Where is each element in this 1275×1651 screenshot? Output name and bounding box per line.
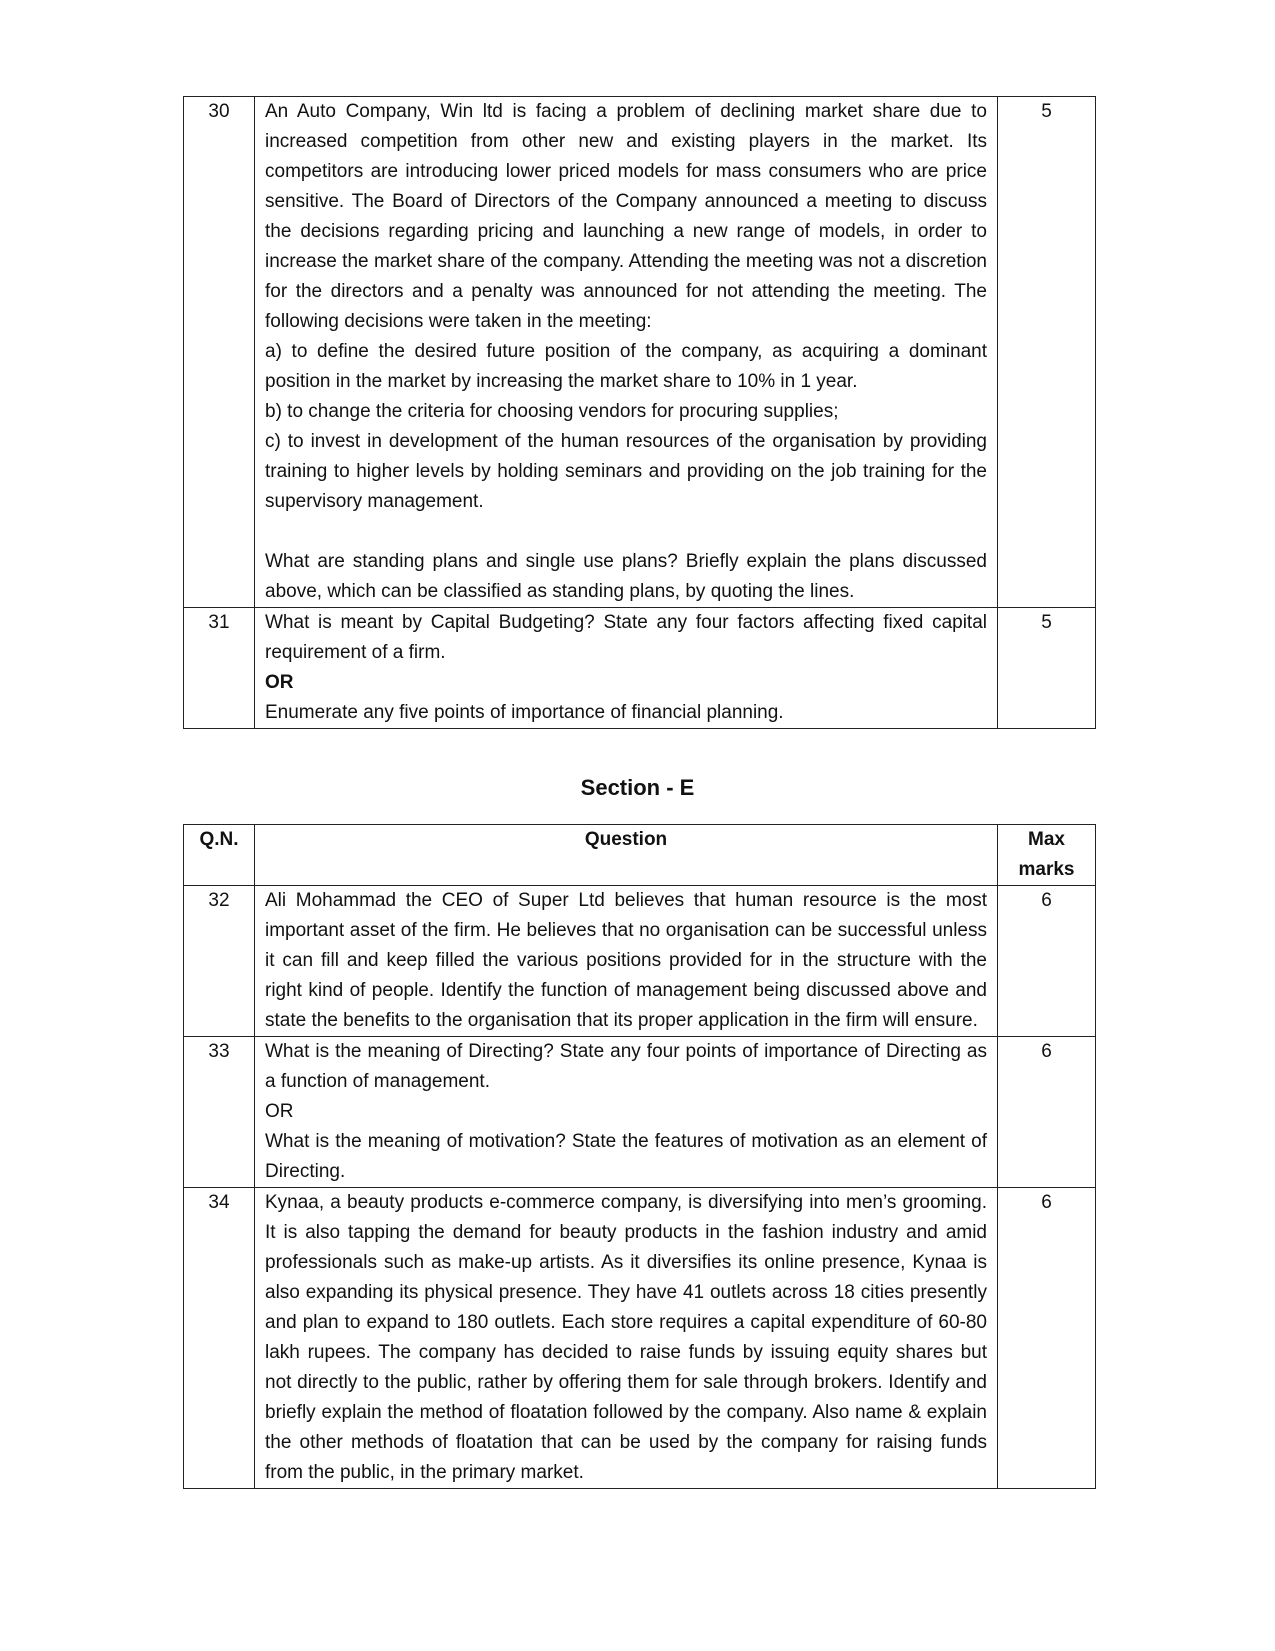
question-marks: 6 (998, 886, 1096, 1037)
header-qn: Q.N. (184, 825, 255, 886)
question-text (255, 97, 998, 608)
question-number: 31 (184, 608, 255, 729)
question-row-32 (184, 886, 1096, 1037)
question-number: 33 (184, 1037, 255, 1188)
question-row-33 (184, 1037, 1096, 1188)
section-title: Section - E (580, 775, 695, 800)
question-part-2: What is the meaning of motivation? State the features of motivation as an element of Directing. (265, 1131, 987, 1182)
question-number: 30 (184, 97, 255, 608)
header-question: Question (255, 825, 998, 886)
questions-table-section-e (183, 824, 1096, 1489)
question-part-2: Enumerate any five points of importance of financial planning. (265, 702, 784, 723)
question-part-1: What is the meaning of Directing? State any four points of importance of Directing as a function of management. (265, 1041, 987, 1092)
question-text: Ali Mohammad the CEO of Super Ltd believes that human resource is the most important asset of the firm. He believes that no organisation can be successful unless it can fill and keep filled the various positions provided for in the structure with the right kind of people. Identify the function of management being discussed above and state the benefits to the organisation that its proper application in the firm will ensure. (255, 886, 998, 1037)
question-marks: 6 (998, 1037, 1096, 1188)
spacer (265, 517, 987, 547)
decision-a: a) to define the desired future position of the company, as acquiring a dominant position in the market by increasing the market share to 10% in 1 year. (265, 341, 987, 392)
question-text: Kynaa, a beauty products e-commerce company, is diversifying into men’s grooming. It is also tapping the demand for beauty products in the fashion industry and amid professionals such as make-up artists. As it diversifies its online presence, Kynaa is also expanding its physical presence. They have 41 outlets across 18 cities presently and plan to expand to 180 outlets. Each store requires a capital expenditure of 60-80 lakh rupees. The company has decided to raise funds by issuing equity shares but not directly to the public, rather by offering them for sale through brokers. Identify and briefly explain the method of floatation followed by the company. Also name & explain the other methods of floatation that can be used by the company for raising funds from the public, in the primary market. (255, 1188, 998, 1489)
question-text (255, 608, 998, 729)
header-marks-line2: marks (1018, 859, 1075, 880)
question-marks: 5 (998, 608, 1096, 729)
question-part-1: What is meant by Capital Budgeting? State any four factors affecting fixed capital requirement of a firm. (265, 612, 987, 663)
questions-table-section-d (183, 96, 1096, 729)
question-number: 34 (184, 1188, 255, 1489)
question-row-31 (184, 608, 1096, 729)
question-text (255, 1037, 998, 1188)
or-separator: OR (265, 672, 294, 693)
header-max-marks (998, 825, 1096, 886)
table-header-row (184, 825, 1096, 886)
question-number: 32 (184, 886, 255, 1037)
header-marks-line1: Max (1028, 829, 1065, 850)
decision-b: b) to change the criteria for choosing vendors for procuring supplies; (265, 401, 839, 422)
question-marks: 5 (998, 97, 1096, 608)
or-separator: OR (265, 1101, 294, 1122)
question-intro: An Auto Company, Win ltd is facing a problem of declining market share due to increased competition from other new and existing players in the market. Its competitors are introducing lower priced models for mass consumers who are price sensitive. The Board of Directors of the Company announced a meeting to discuss the decisions regarding pricing and launching a new range of models, in order to increase the market share of the company. Attending the meeting was not a discretion for the directors and a penalty was announced for not attending the meeting. The following decisions were taken in the meeting: (265, 101, 987, 332)
question-row-30 (184, 97, 1096, 608)
question-row-34 (184, 1188, 1096, 1489)
decision-c: c) to invest in development of the human resources of the organisation by providing training to higher levels by holding seminars and providing on the job training for the supervisory management. (265, 431, 987, 512)
question-prompt: What are standing plans and single use plans? Briefly explain the plans discussed above, which can be classified as standing plans, by quoting the lines. (265, 551, 987, 602)
question-marks: 6 (998, 1188, 1096, 1489)
